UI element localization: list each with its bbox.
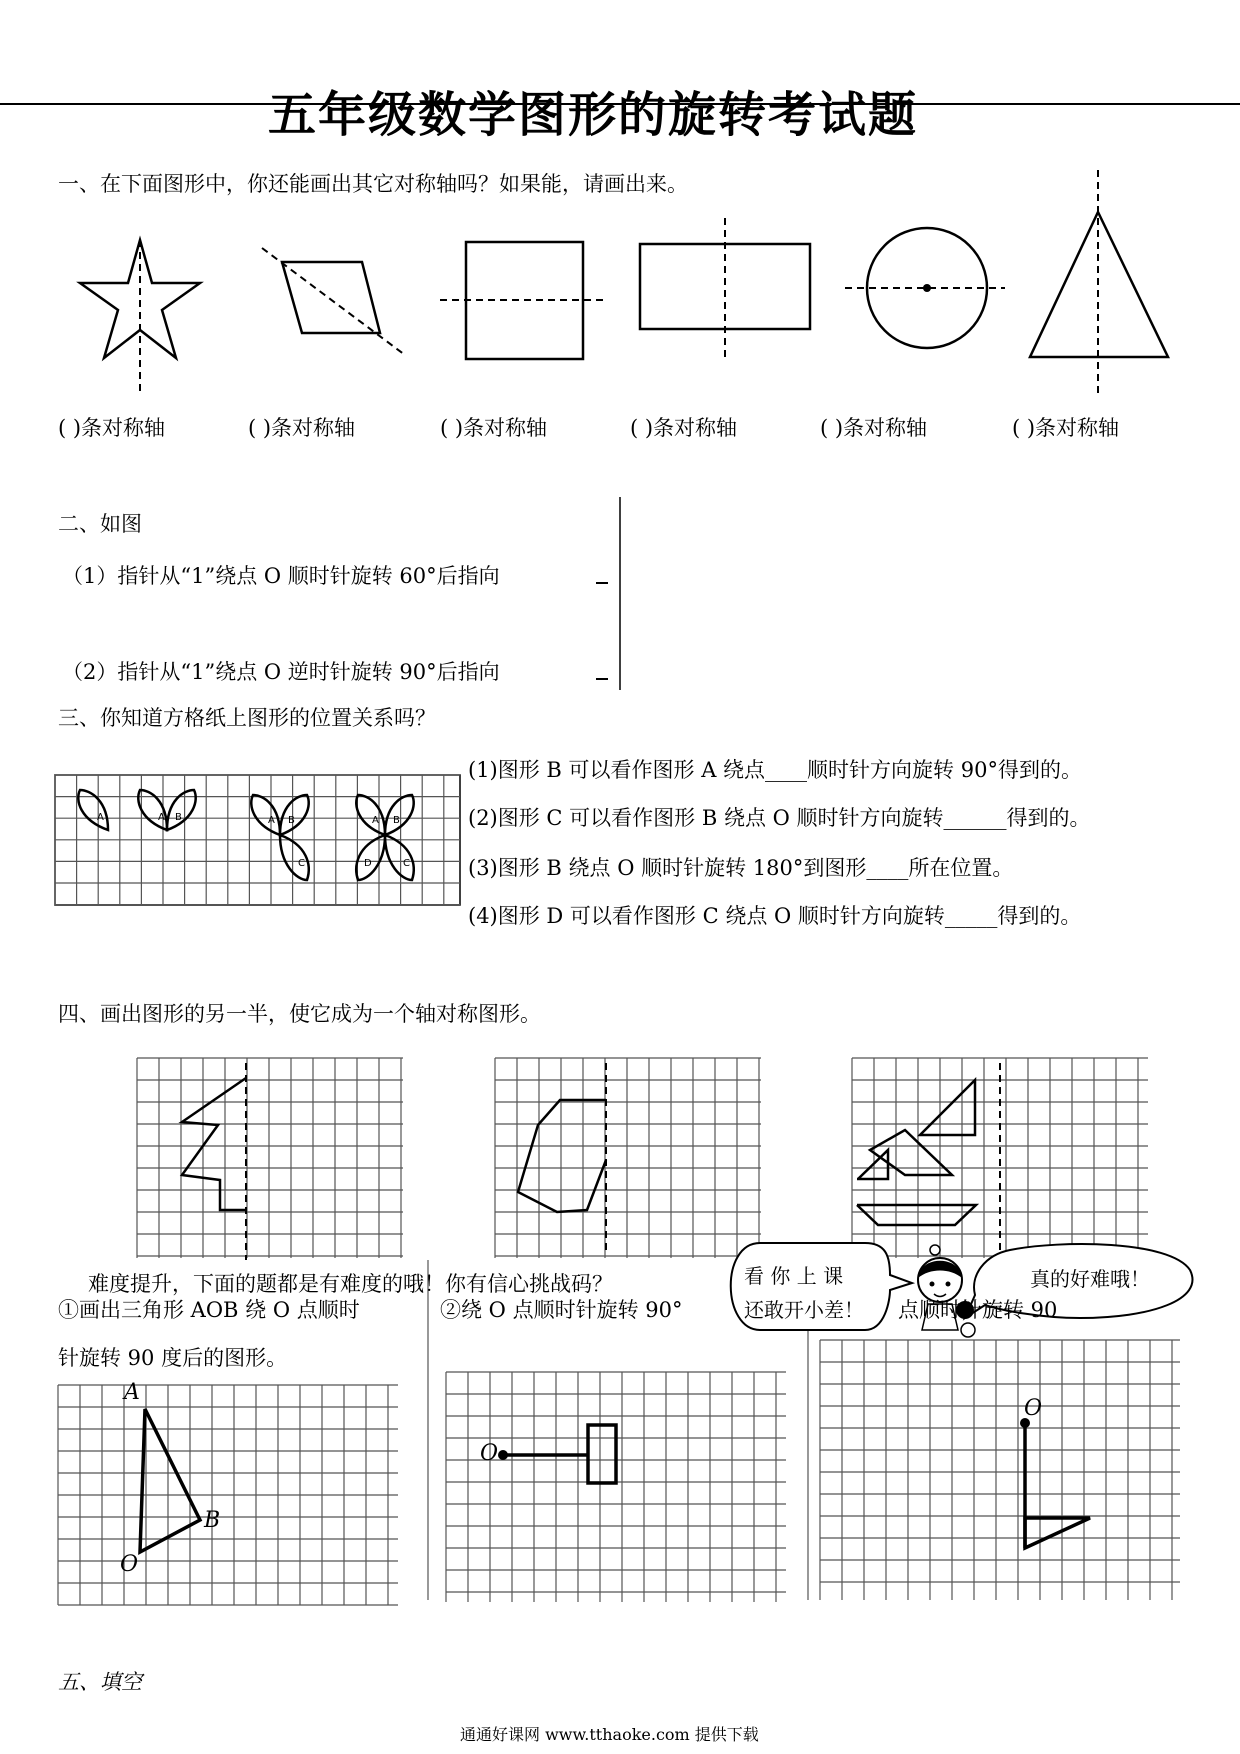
challenge-item1-line2: 针旋转 90 度后的图形。 (58, 1346, 288, 1370)
flag-pivot-label-o: O (1024, 1396, 1043, 1421)
pentagon-half-shape (518, 1063, 606, 1255)
petal-label: B (288, 815, 295, 826)
triangle-aob (140, 1409, 200, 1552)
q1-prompt: 一、在下面图形中，你还能画出其它对称轴吗？如果能，请画出来。 (58, 172, 688, 196)
q3-item-2: (2)图形 C 可以看作图形 B 绕点 O 顺时针方向旋转______得到的。 (468, 806, 1091, 830)
vertex-label-b: B (204, 1508, 221, 1533)
petal-label: C (298, 858, 305, 869)
zigzag-half-shape (182, 1063, 246, 1260)
vertex-label-o: O (120, 1552, 139, 1577)
parallelogram-shape (262, 248, 405, 355)
q4-heading: 四、画出图形的另一半，使它成为一个轴对称图形。 (58, 1002, 541, 1026)
q3-item-1: (1)图形 B 可以看作图形 A 绕点____顺时针方向旋转 90°得到的。 (468, 758, 1082, 782)
petal-label: B (175, 812, 182, 823)
vertex-label-a: A (124, 1380, 140, 1405)
petal-label: A (97, 812, 104, 823)
q5-heading: 五、填空 (58, 1670, 142, 1694)
bubble-right-text: 真的好难哦！ (1030, 1267, 1150, 1291)
challenge-item3: 点顺时针旋转 90 (898, 1298, 1058, 1322)
petal-label: C (403, 858, 410, 869)
q1-blank-3: ( )条对称轴 (440, 416, 548, 440)
circle-shape (845, 228, 1005, 348)
q3-item-3: (3)图形 B 绕点 O 顺时针旋转 180°到图形____所在位置。 (468, 856, 1014, 880)
bubble-left-line2: 还敢开小差！ (744, 1298, 864, 1322)
rectangle-shape (640, 218, 810, 360)
petal-label: B (393, 815, 400, 826)
challenge-item2: ②绕 O 点顺时针旋转 90° (440, 1298, 683, 1322)
q3-heading: 三、你知道方格纸上图形的位置关系吗？ (58, 706, 436, 730)
q2-heading: 二、如图 (58, 512, 142, 536)
petal-label: A (158, 812, 165, 823)
page-title: 五年级数学图形的旋转考试题 (268, 87, 919, 143)
footer-credit: 通通好课网 www.tthaoke.com 提供下载 (460, 1725, 759, 1744)
rod-pivot-label-o: O (480, 1441, 499, 1466)
q1-blank-4: ( )条对称轴 (630, 416, 738, 440)
triangle-shape (1030, 170, 1168, 395)
q2-answer-line-1[interactable] (596, 582, 608, 584)
q2-part1: （1）指针从“1”绕点 O 顺时针旋转 60°后指向 (62, 564, 500, 588)
boat-half-shape (857, 1063, 1000, 1265)
bubble-left-line1: 看 你 上 课 (744, 1264, 844, 1288)
petal-label: D (364, 858, 372, 869)
flag-shape (1020, 1418, 1090, 1548)
petal-label: A (268, 815, 275, 826)
petal-label: A (372, 815, 379, 826)
star-shape (80, 240, 200, 395)
square-shape (440, 242, 605, 359)
q1-blank-1: ( )条对称轴 (58, 416, 166, 440)
q1-blank-6: ( )条对称轴 (1012, 416, 1120, 440)
challenge-banner: 难度提升，下面的题都是有难度的哦！你有信心挑战码？ (88, 1272, 613, 1296)
q2-answer-line-2[interactable] (596, 678, 608, 680)
challenge-item1-line1: ①画出三角形 AOB 绕 O 点顺时 (58, 1298, 360, 1322)
rod-shape (498, 1425, 616, 1483)
q1-blank-5: ( )条对称轴 (820, 416, 928, 440)
q3-item-4: (4)图形 D 可以看作图形 C 绕点 O 顺时针方向旋转_____得到的。 (468, 904, 1082, 928)
q2-part2: （2）指针从“1”绕点 O 逆时针旋转 90°后指向 (62, 660, 500, 684)
q1-blank-2: ( )条对称轴 (248, 416, 356, 440)
